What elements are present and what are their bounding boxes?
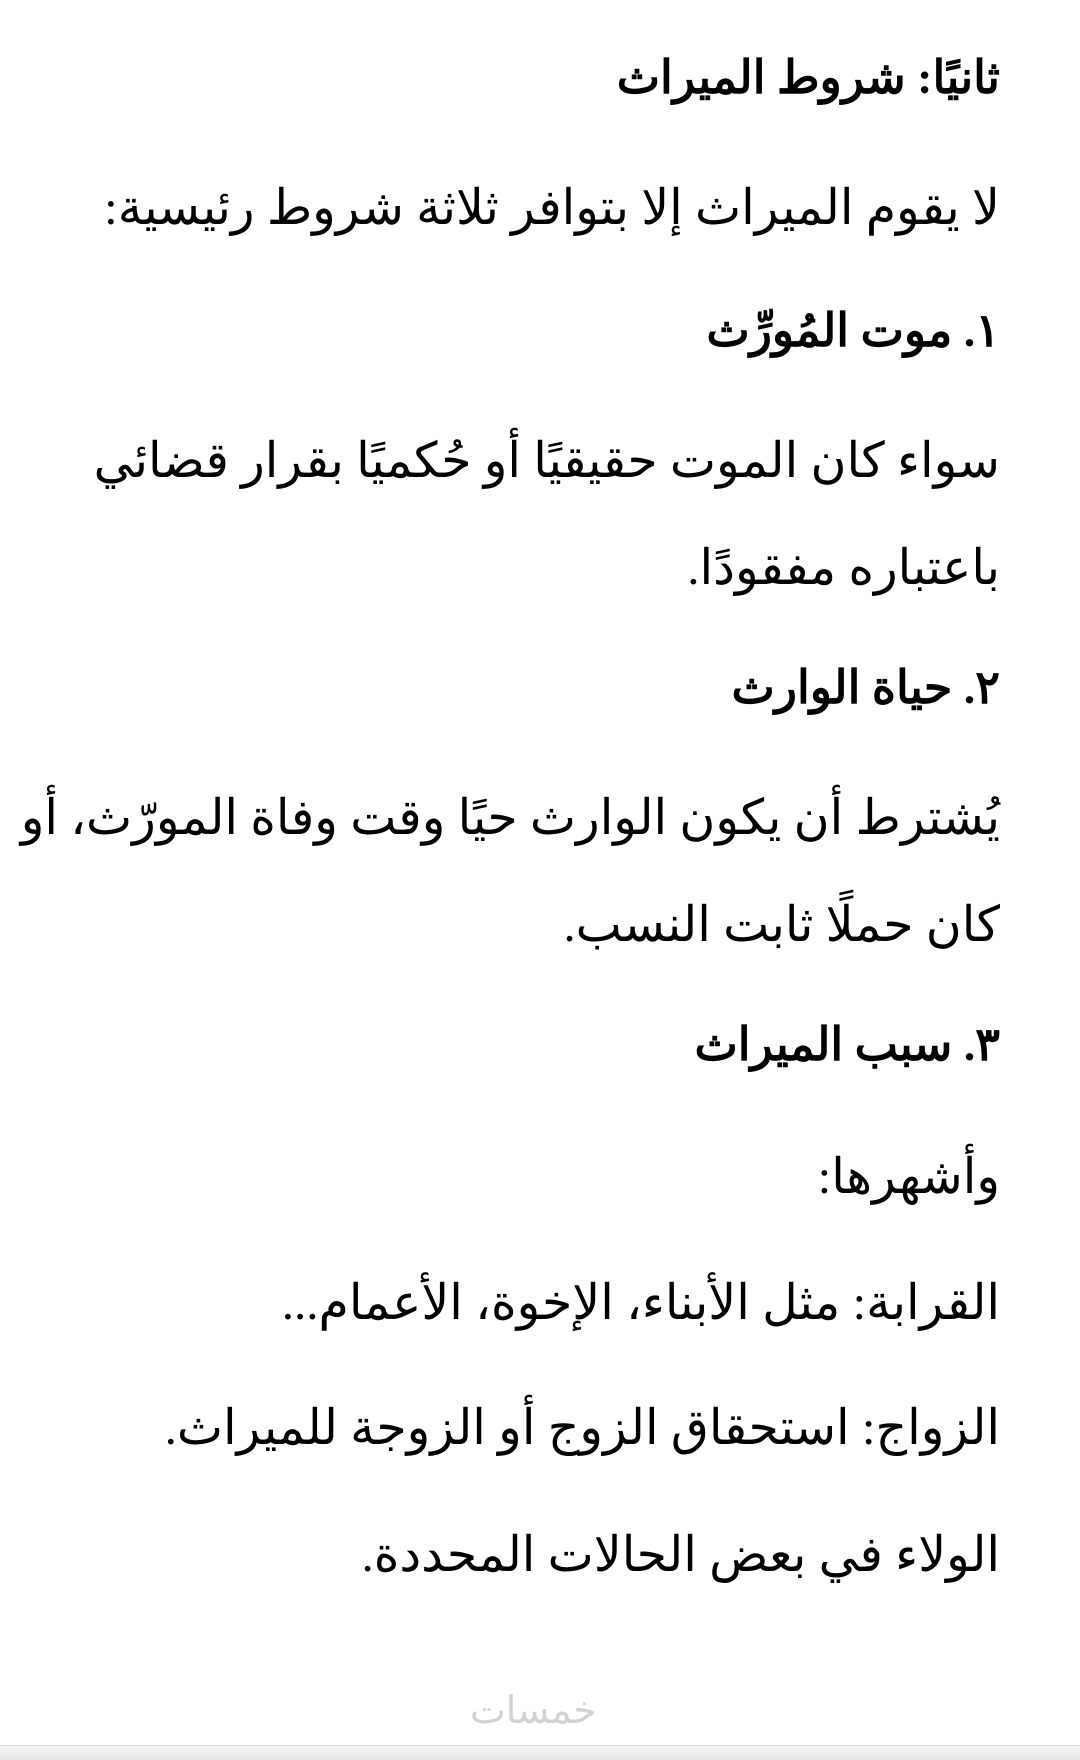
bottom-edge-bar <box>0 1745 1080 1760</box>
condition-1-line-2: باعتباره مفقودًا. <box>687 540 1000 595</box>
intro-text: لا يقوم الميراث إلا بتوافر ثلاثة شروط رئيسية: <box>104 180 1000 235</box>
kinship-line: القرابة: مثل الأبناء، الإخوة، الأعمام... <box>281 1275 1000 1330</box>
wala-line: الولاء في بعض الحالات المحددة. <box>361 1527 1000 1582</box>
condition-2-line-1: يُشترط أن يكون الوارث حيًا وقت وفاة المورّث، أو <box>20 790 1000 845</box>
condition-1-heading: ١. موت المُورِّث <box>706 305 1000 356</box>
condition-2-heading: ٢. حياة الوارث <box>731 662 1000 713</box>
watermark-logo: خمسات <box>470 1688 597 1732</box>
condition-3-heading: ٣. سبب الميراث <box>694 1019 1000 1070</box>
condition-3-intro: وأشهرها: <box>817 1149 1000 1204</box>
condition-2-line-2: كان حملًا ثابت النسب. <box>563 897 1000 952</box>
condition-1-line-1: سواء كان الموت حقيقيًا أو حُكميًا بقرار قضائي <box>93 433 1000 488</box>
marriage-line: الزواج: استحقاق الزوج أو الزوجة للميراث. <box>164 1400 1000 1455</box>
section-title: ثانيًا: شروط الميراث <box>616 52 1000 103</box>
